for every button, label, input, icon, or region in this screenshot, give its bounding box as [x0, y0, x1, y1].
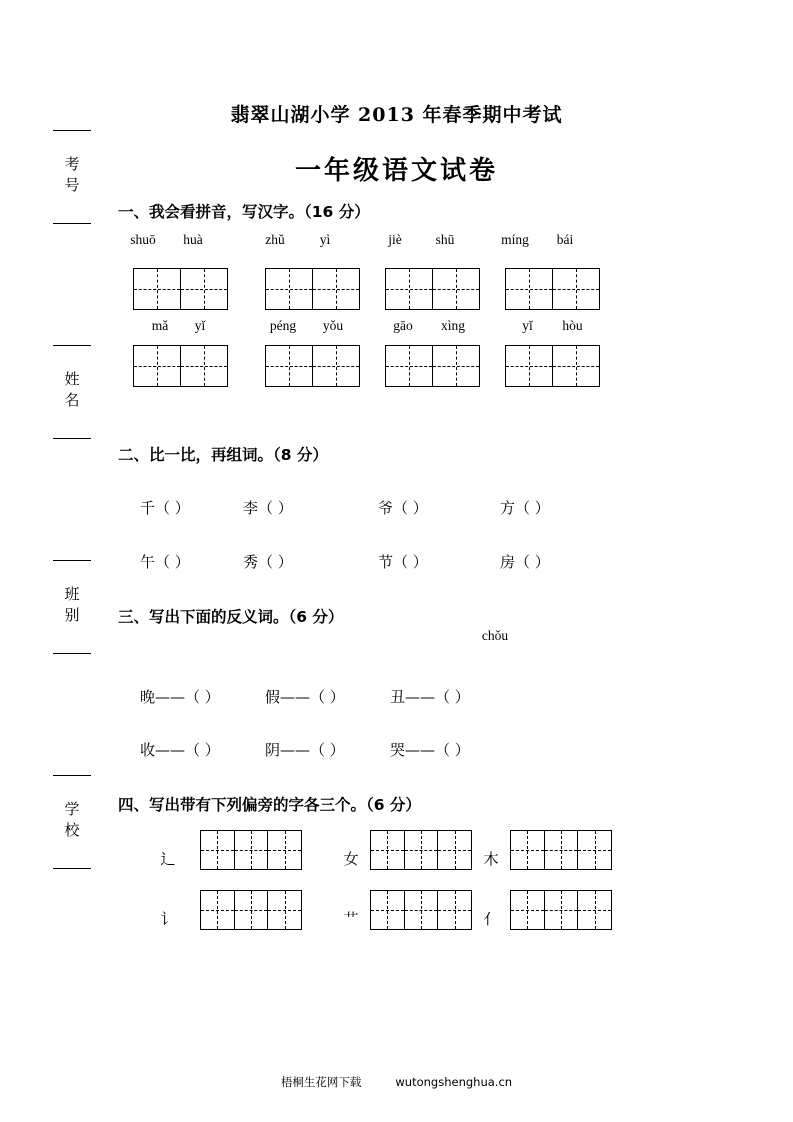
pinyin-2-4-b: hòu [562, 318, 583, 333]
pinyin-2-3-a: gāo [393, 318, 413, 333]
side-rule-top-3 [53, 560, 91, 561]
grid-cell[interactable] [437, 831, 471, 869]
radical-label-2-2: 艹 [343, 910, 359, 928]
pinyin-1-2-a: zhǔ [265, 232, 285, 247]
section-4-heading: 四、写出带有下列偏旁的字各三个。（6 分） [118, 796, 421, 814]
radical-label-1-2: 女 [343, 850, 359, 868]
grid-cell[interactable] [201, 891, 234, 929]
section-1-heading: 一、我会看拼音，写汉字。（16 分） [118, 203, 370, 221]
grid-cell[interactable] [266, 346, 312, 386]
compare-word-1-1: 千（ ） [140, 499, 190, 517]
grid-cell[interactable] [544, 891, 578, 929]
page-title-line2: 一年级语文试卷 [294, 156, 498, 186]
compare-word-1-4: 方（ ） [500, 499, 550, 517]
grid-cell[interactable] [266, 269, 312, 309]
grid-cell[interactable] [134, 269, 180, 309]
side-rule-bottom-3 [53, 653, 91, 654]
grid-cell[interactable] [506, 346, 552, 386]
antonym-2-2: 阴——（ ） [265, 741, 345, 759]
side-rule-top-2 [53, 345, 91, 346]
grid-cell[interactable] [577, 891, 611, 929]
grid-cell[interactable] [386, 346, 432, 386]
left-margin-labels [52, 130, 92, 970]
footer [0, 1074, 793, 1090]
grid-cell[interactable] [432, 269, 479, 309]
grid-cell[interactable] [506, 269, 552, 309]
grid-cell[interactable] [180, 269, 227, 309]
compare-word-2-2: 秀（ ） [243, 553, 293, 571]
compare-word-1-2: 李（ ） [243, 499, 293, 517]
section-2-heading: 二、比一比，再组词。（8 分） [118, 446, 328, 464]
pinyin-1-1-b: huà [183, 232, 203, 247]
compare-word-2-3: 节（ ） [378, 553, 428, 571]
footer-right-text: wutongshenghua.cn [395, 1075, 513, 1089]
writing-grid-1-2[interactable] [265, 268, 360, 310]
writing-grid-1-3[interactable] [385, 268, 480, 310]
grid-cell[interactable] [404, 891, 438, 929]
side-label-text-3: 学校 [62, 801, 81, 843]
side-rule-bottom-2 [53, 438, 91, 439]
grid-cell[interactable] [371, 891, 404, 929]
grid-cell[interactable] [404, 831, 438, 869]
radical-grid-2-1[interactable] [200, 890, 302, 930]
radical-grid-1-3[interactable] [510, 830, 612, 870]
grid-cell[interactable] [234, 891, 268, 929]
pinyin-1-1-a: shuō [130, 232, 156, 247]
pinyin-2-1-a: mǎ [151, 318, 169, 333]
grid-cell[interactable] [267, 891, 301, 929]
side-label-text-2: 班别 [62, 586, 81, 628]
grid-cell[interactable] [511, 831, 544, 869]
pinyin-1-4-b: bái [556, 232, 574, 247]
radical-grid-1-2[interactable] [370, 830, 472, 870]
grid-cell[interactable] [134, 346, 180, 386]
pinyin-2-2-b: yǒu [322, 318, 344, 333]
antonym-2-1: 收——（ ） [140, 741, 220, 759]
side-rule-bottom-1 [53, 223, 91, 224]
side-rule-bottom-4 [53, 868, 91, 869]
pinyin-2-2-a: péng [269, 318, 297, 333]
antonym-1-1: 晚——（ ） [140, 688, 220, 706]
pinyin-1-3-b: shū [435, 232, 455, 247]
radical-grid-1-1[interactable] [200, 830, 302, 870]
grid-cell[interactable] [437, 891, 471, 929]
side-label-text-1: 姓名 [62, 371, 81, 413]
radical-grid-2-2[interactable] [370, 890, 472, 930]
section-3-heading: 三、写出下面的反义词。（6 分） [118, 608, 344, 626]
grid-cell[interactable] [432, 346, 479, 386]
compare-word-2-1: 午（ ） [140, 553, 190, 571]
grid-cell[interactable] [201, 831, 234, 869]
writing-grid-2-3[interactable] [385, 345, 480, 387]
grid-cell[interactable] [180, 346, 227, 386]
grid-cell[interactable] [511, 891, 544, 929]
side-label-text-0: 考号 [62, 156, 81, 198]
compare-word-2-4: 房（ ） [500, 553, 550, 571]
antonym-pinyin-hint: chǒu [481, 628, 509, 643]
grid-cell[interactable] [234, 831, 268, 869]
writing-grid-1-1[interactable] [133, 268, 228, 310]
radical-label-1-3: 木 [483, 850, 499, 868]
grid-cell[interactable] [386, 269, 432, 309]
pinyin-1-4-a: míng [501, 232, 529, 247]
antonym-1-2: 假——（ ） [265, 688, 345, 706]
footer-left-text: 梧桐生花网下载 [280, 1075, 362, 1089]
pinyin-2-4-a: yǐ [522, 318, 533, 333]
pinyin-2-3-b: xìng [440, 318, 465, 333]
page-title-line1: 翡翠山湖小学 2013 年春季期中考试 [230, 104, 563, 126]
radical-label-2-3: 亻 [483, 910, 499, 928]
grid-cell[interactable] [552, 346, 599, 386]
side-label-name [52, 345, 92, 439]
radical-label-2-1: 讠 [160, 910, 176, 928]
radical-grid-2-3[interactable] [510, 890, 612, 930]
grid-cell[interactable] [544, 831, 578, 869]
side-rule-top-1 [53, 130, 91, 131]
pinyin-1-2-b: yì [319, 232, 331, 247]
grid-cell[interactable] [312, 346, 359, 386]
writing-grid-2-1[interactable] [133, 345, 228, 387]
writing-grid-2-2[interactable] [265, 345, 360, 387]
radical-label-1-1: 辶 [160, 850, 176, 868]
writing-grid-1-4[interactable] [505, 268, 600, 310]
grid-cell[interactable] [552, 269, 599, 309]
side-rule-top-4 [53, 775, 91, 776]
pinyin-1-3-a: jiè [388, 232, 402, 247]
grid-cell[interactable] [267, 831, 301, 869]
grid-cell[interactable] [577, 831, 611, 869]
antonym-2-3: 哭——（ ） [390, 741, 470, 759]
writing-grid-2-4[interactable] [505, 345, 600, 387]
antonym-1-3: 丑——（ ） [390, 688, 470, 706]
pinyin-2-1-b: yǐ [194, 318, 206, 333]
side-label-class [52, 560, 92, 654]
compare-word-1-3: 爷（ ） [378, 499, 428, 517]
side-label-school [52, 775, 92, 869]
grid-cell[interactable] [312, 269, 359, 309]
grid-cell[interactable] [371, 831, 404, 869]
